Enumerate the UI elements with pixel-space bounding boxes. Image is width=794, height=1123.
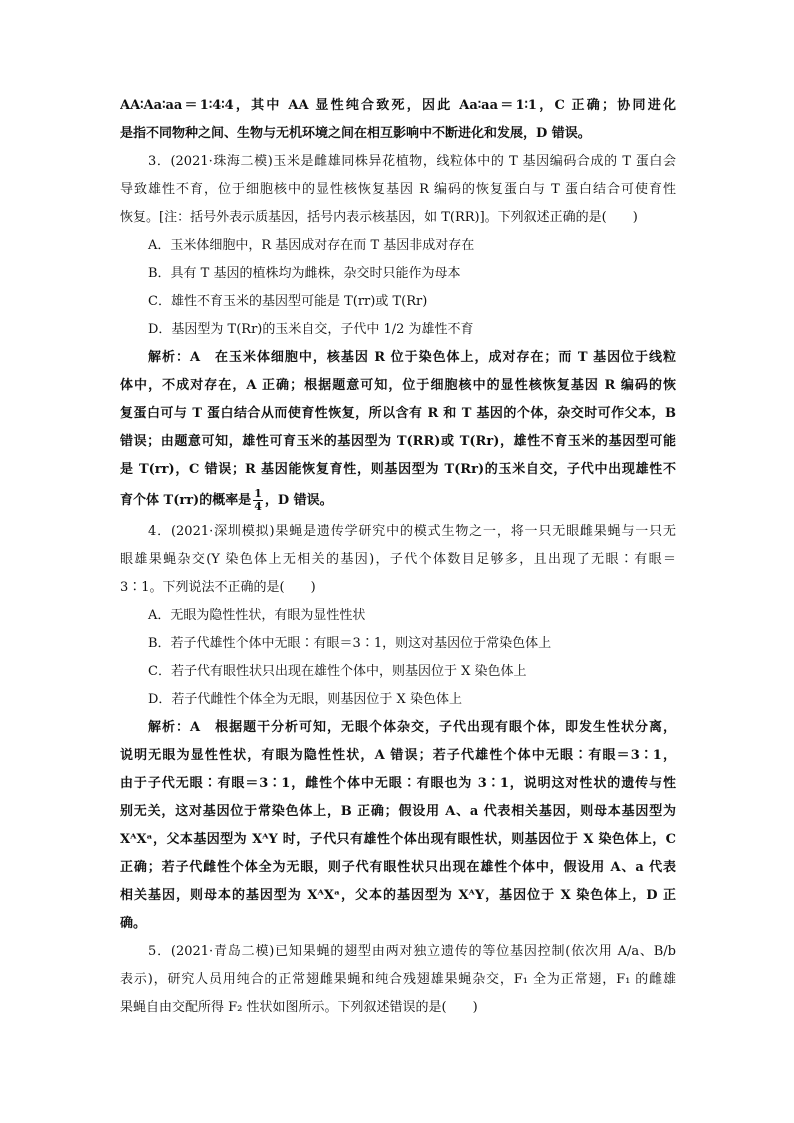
fraction-denominator: 4 [254, 500, 262, 513]
text-line: 复蛋白可与 T 蛋白结合从而使育性恢复，所以含有 R 和 T 基因的个体，杂交时可作父本，B [120, 406, 676, 421]
text-line: 正确；若子代雌性个体全为无眼，则子代有眼性状只出现在雄性个体中，假设用 A、a 代表 [120, 860, 676, 875]
fraction-prefix: 育个体 T(rr)的概率是 [120, 493, 252, 508]
text-line: 相关基因，则母本的基因型为 XᴬXᵃ，父本的基因型为 XᴬY，基因位于 X 染色体上，D 正 [120, 888, 676, 903]
text-line: 4．(2021·深圳模拟)果蝇是遗传学研究中的模式生物之一，将一只无眼雌果蝇与一只无 [148, 524, 676, 539]
fraction-suffix: ，D 错误。 [264, 493, 333, 508]
text-line: 由于子代无眼∶有眼＝3∶1，雌性个体中无眼∶有眼也为 3∶1，说明这对性状的遗传与性 [120, 776, 676, 791]
document-body [120, 92, 676, 1022]
text-line: 表示)，研究人员用纯合的正常翅雌果蝇和纯合残翅雄果蝇杂交，F₁ 全为正常翅，F₁ 的雌雄 [120, 972, 676, 987]
fraction [253, 488, 263, 513]
text-line: 解析：A 根据题干分析可知，无眼个体杂交，子代出现有眼个体，即发生性状分离， [148, 720, 676, 735]
text-line: XᴬXᵃ，父本基因型为 XᴬY 时，子代只有雄性个体出现有眼性状，则基因位于 X 染色体上，C [120, 832, 676, 847]
text-line: C．雄性不育玉米的基因型可能是 T(rr)或 T(Rr) [148, 294, 428, 309]
text-line: 果蝇自由交配所得 F₂ 性状如图所示。下列叙述错误的是( ) [120, 1000, 478, 1015]
text-line: 别无关，这对基因位于常染色体上，B 正确；假设用 A、a 代表相关基因，则母本基因型为 [120, 804, 676, 819]
text-line: C．若子代有眼性状只出现在雄性个体中，则基因位于 X 染色体上 [148, 664, 527, 679]
text-line: 说明无眼为显性性状，有眼为隐性性状，A 错误；若子代雄性个体中无眼∶有眼＝3∶1， [120, 748, 676, 763]
text-line: 错误；由题意可知，雄性可育玉米的基因型为 T(RR)或 T(Rr)，雄性不育玉米的基因型可能 [120, 434, 676, 449]
text-line: 体中，不成对存在，A 正确；根据题意可知，位于细胞核中的显性核恢复基因 R 编码的恢 [120, 378, 676, 393]
text-line: A．玉米体细胞中，R 基因成对存在而 T 基因非成对存在 [148, 238, 475, 253]
text-line: 3∶1。下列说法不正确的是( ) [120, 580, 316, 595]
text-line: 是指不同物种之间、生物与无机环境之间在相互影响中不断进化和发展，D 错误。 [120, 126, 591, 141]
text-line: 确。 [120, 916, 147, 931]
text-line: B．具有 T 基因的植株均为雌株，杂交时只能作为母本 [148, 266, 461, 281]
text-line: B．若子代雄性个体中无眼∶有眼＝3∶1，则这对基因位于常染色体上 [148, 636, 552, 651]
text-line: 恢复。[注：括号外表示质基因，括号内表示核基因，如 T(RR)]。下列叙述正确的是( ) [120, 210, 638, 225]
text-line: D．基因型为 T(Rr)的玉米自交，子代中 1/2 为雄性不育 [148, 322, 474, 337]
text-line: 5．(2021·青岛二模)已知果蝇的翅型由两对独立遗传的等位基因控制(依次用 A/a、B/b [148, 944, 676, 959]
fraction-numerator: 1 [254, 487, 262, 500]
text-line: 解析：A 在玉米体细胞中，核基因 R 位于染色体上，成对存在；而 T 基因位于线粒 [148, 350, 676, 365]
text-line: 眼雄果蝇杂交(Y 染色体上无相关的基因)，子代个体数目足够多，且出现了无眼∶有眼＝ [120, 552, 676, 567]
text-line: AA∶Aa∶aa＝1∶4∶4，其中 AA 显性纯合致死，因此 Aa∶aa＝1∶1，C 正确；协同进化 [120, 98, 676, 113]
text-line: 3．(2021·珠海二模)玉米是雌雄同株异花植物，线粒体中的 T 基因编码合成的 T 蛋白会 [148, 154, 676, 169]
text-line: D．若子代雌性个体全为无眼，则基因位于 X 染色体上 [148, 692, 462, 707]
text-line: A．无眼为隐性性状，有眼为显性性状 [148, 608, 366, 623]
text-line: 导致雄性不育，位于细胞核中的显性核恢复基因 R 编码的恢复蛋白与 T 蛋白结合可使育性 [120, 182, 676, 197]
text-line: 是 T(rr)，C 错误；R 基因能恢复育性，则基因型为 T(Rr)的玉米自交，子代中出现雄性不 [120, 462, 676, 477]
text-line-with-fraction [120, 484, 676, 518]
